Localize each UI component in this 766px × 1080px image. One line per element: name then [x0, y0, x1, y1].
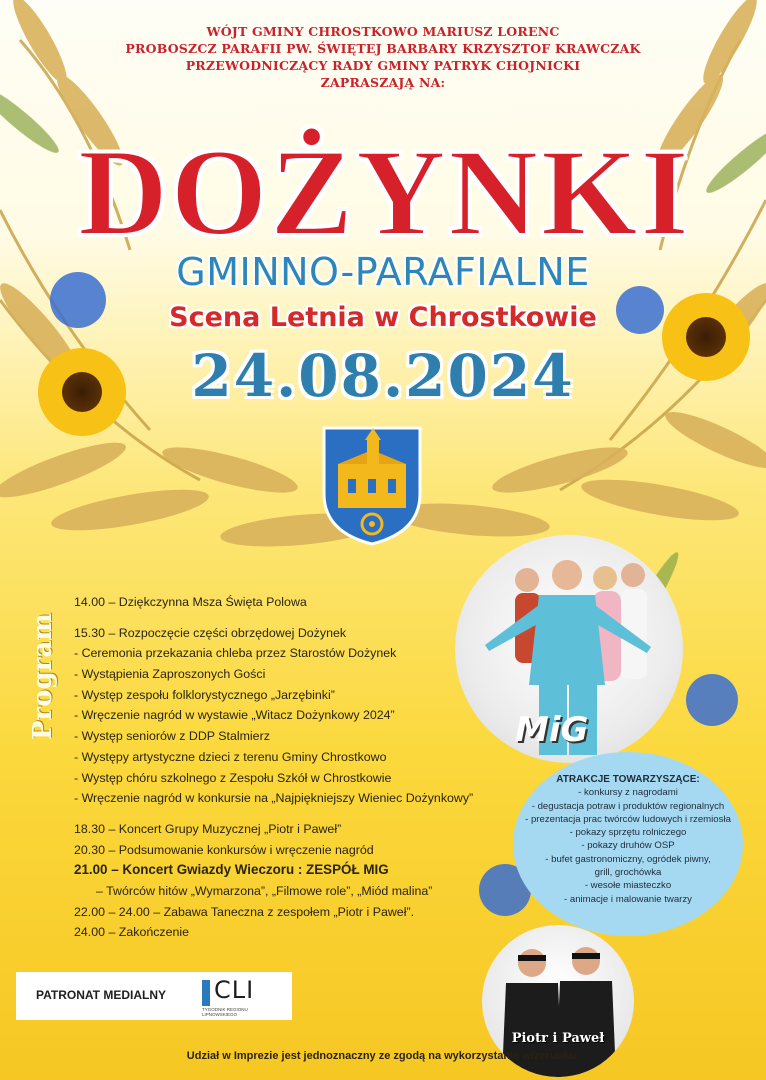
event-date: 24.08.2024 — [191, 342, 575, 410]
program-gap — [74, 613, 494, 623]
event-subtitle: GMINNO-PARAFIALNE — [176, 250, 590, 294]
program-item: - Ceremonia przekazania chleba przez Starostów Dożynek — [74, 646, 397, 661]
program-item: 15.30 – Rozpoczęcie części obrzędowej Dożynek — [74, 625, 347, 640]
program-label: Program — [28, 613, 58, 740]
footer-note: Udział w Imprezie jest jednoznaczny ze zgodą na wykorzystanie wizerunku. — [186, 1050, 580, 1062]
program-item: 21.00 – Koncert Gwiazdy Wieczoru : ZESPÓŁ MIG — [74, 862, 389, 878]
attractions-title: ATRAKCJE TOWARZYSZĄCE: — [556, 774, 700, 785]
program-item: – Twórców hitów „Wymarzona”, „Filmowe role”, „Miód malina” — [96, 883, 433, 898]
attraction-item: - konkursy z nagrodami — [578, 787, 678, 799]
program-item: 18.30 – Koncert Grupy Muzycznej „Piotr i Paweł” — [74, 821, 342, 836]
mig-band-photo — [455, 535, 683, 763]
coat-of-arms-icon — [320, 424, 424, 548]
attraction-item: - bufet gastronomiczny, ogródek piwny, — [545, 853, 711, 865]
cli-logo: CLI — [214, 976, 255, 1004]
cli-logo-bar-icon — [202, 980, 210, 1006]
piotr-i-pawel-logo: Piotr i Paweł — [511, 1031, 605, 1046]
program-item: - Wręczenie nagród w wystawie „Witacz Dożynkowy 2024” — [74, 708, 395, 723]
attraction-item: - animacje i malowanie twarzy — [564, 893, 692, 905]
attraction-item: grill, grochówka — [594, 867, 662, 879]
program-list — [74, 592, 494, 943]
program-item: - Występ chóru szkolnego z Zespołu Szkół w Chrostkowie — [74, 770, 392, 785]
program-item: - Występy artystyczne dzieci z terenu Gminy Chrostkowo — [74, 749, 387, 764]
mig-logo: MiG — [515, 710, 589, 750]
program-gap — [74, 809, 494, 819]
attraction-item: - wesołe miasteczko — [584, 880, 672, 892]
program-item: 24.00 – Zakończenie — [74, 925, 190, 940]
program-item: - Wystąpienia Zaproszonych Gości — [74, 667, 266, 682]
attraction-item: - pokazy druhów OSP — [581, 840, 675, 852]
event-title: DOŻYNKI — [78, 124, 692, 261]
header-line-3: PRZEWODNICZĄCY RADY GMINY PATRYK CHOJNICKI — [185, 58, 581, 73]
program-item: - Występ seniorów z DDP Stalmierz — [74, 729, 270, 744]
attraction-item: - pokazy sprzętu rolniczego — [569, 827, 687, 839]
header-line-1: WÓJT GMINY CHROSTKOWO MARIUSZ LORENC — [206, 24, 560, 39]
program-item: 22.00 – 24.00 – Zabawa Taneczna z zespołem „Piotr i Paweł”. — [74, 904, 415, 919]
media-patron-label: PATRONAT MEDIALNY — [36, 988, 166, 1002]
cli-logo-subtitle: TYGODNIK REGIONU LIPNOWSKIEGO — [202, 1007, 248, 1017]
header-line-2: PROBOSZCZ PARAFII PW. ŚWIĘTEJ BARBARY KRZYSZTOF KRAWCZAK — [125, 41, 641, 56]
event-venue: Scena Letnia w Chrostkowie — [169, 302, 597, 333]
program-item: - Występ zespołu folklorystycznego „Jarzębinki” — [74, 687, 335, 702]
media-patron-box — [16, 972, 292, 1020]
program-item: - Wręczenie nagród w konkursie na „Najpiękniejszy Wieniec Dożynkowy” — [74, 791, 474, 806]
program-item: 14.00 – Dziękczynna Msza Święta Polowa — [74, 595, 307, 609]
attraction-item: - degustacja potraw i produktów regionalnych — [531, 800, 725, 812]
program-item: 20.30 – Podsumowanie konkursów i wręczenie nagród — [74, 842, 374, 857]
header-line-4: ZAPRASZAJĄ NA: — [320, 75, 446, 90]
attractions-list — [513, 773, 743, 906]
attraction-item: - prezentacja prac twórców ludowych i rzemiosła — [525, 813, 731, 825]
